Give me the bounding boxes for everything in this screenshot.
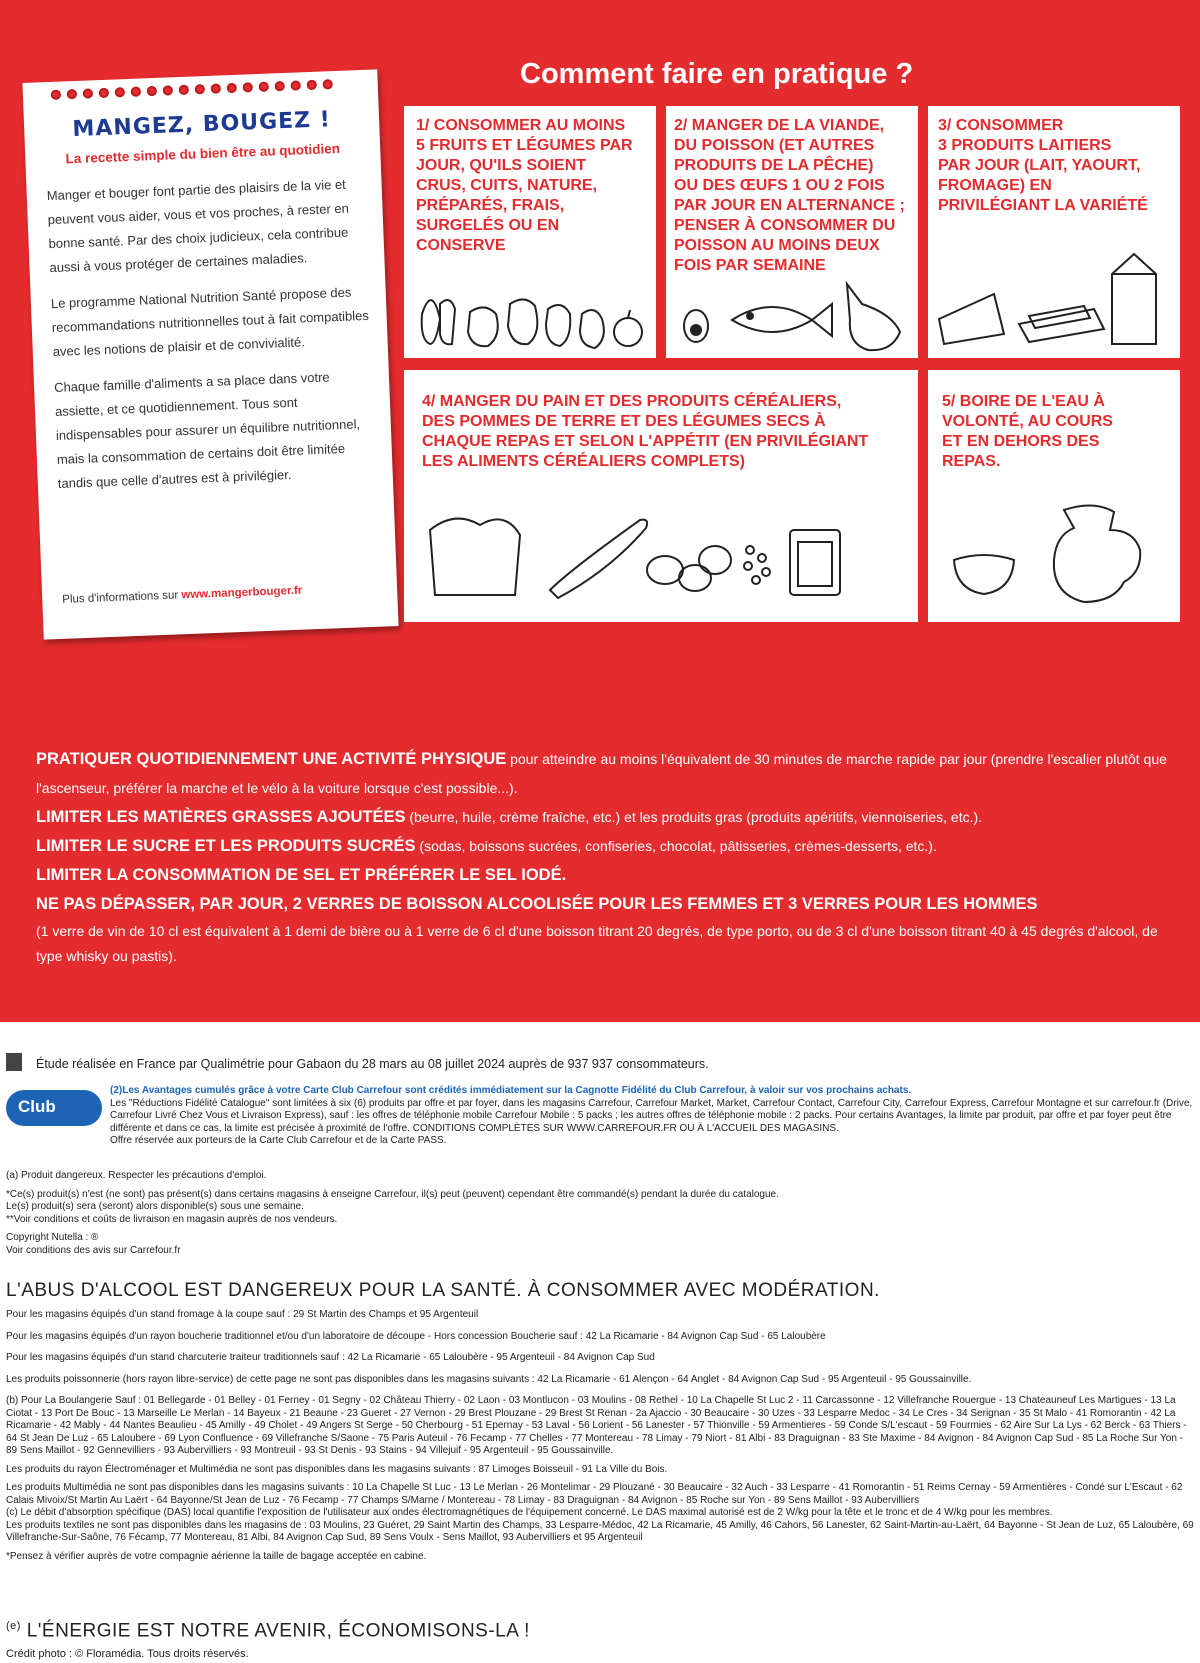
advice-alcohol xyxy=(36,890,1176,919)
meat-fish-egg-icon xyxy=(672,274,912,354)
advice-sugar-text: (sodas, boissons sucrées, confiseries, chocolat, pâtisseries, crèmes-desserts, etc.). xyxy=(415,838,937,854)
dairy-products-icon xyxy=(934,244,1174,354)
advice-fat-text: (beurre, huile, crème fraîche, etc.) et les produits gras (produits apéritifs, viennoiseries, etc.). xyxy=(405,809,983,825)
ring-icon xyxy=(179,85,189,95)
note-subtitle: La recette simple du bien être au quotidien xyxy=(65,140,341,167)
note-paragraph: Manger et bouger font partie des plaisirs de la vie et peuvent vous aider, vous et vos proches, à rester en bonne santé. Par des choix judicieux, cela contribue aussi à vous protéger de certaines maladies. xyxy=(46,176,350,276)
danger-note: (a) Produit dangereux. Respecter les précautions d'emploi. xyxy=(6,1170,267,1181)
energy-mark: (e) xyxy=(6,1620,21,1632)
note-body xyxy=(46,172,378,508)
water-glass-pitcher-icon xyxy=(934,490,1174,610)
mangez-bougez-note xyxy=(22,69,398,639)
ring-icon xyxy=(307,80,317,90)
advice-salt xyxy=(36,861,1176,890)
advice-activity xyxy=(36,745,1176,803)
advice-alcohol-text: (1 verre de vin de 10 cl est équivalent à 1 demi de bière ou à 1 verre de 6 cl d'une boisson titrant 20 degrés, de type porto, ou de 3 cl d'une boisson titrant 40 à 45 degrés d'alcool, de type whisky ou pastis). xyxy=(36,923,1158,964)
club-conditions xyxy=(110,1085,1195,1148)
ring-icon xyxy=(115,87,125,97)
bread-cereals-icon xyxy=(410,500,910,610)
card-text: 4/ MANGER DU PAIN ET DES PRODUITS CÉRÉALIERS, DES POMMES DE TERRE ET DES LÉGUMES SECS À CHAQUE REPAS ET SELON L'APPÉTIT (EN PRIVILÉGIANT LES ALIMENTS CÉRÉALIERS COMPLETS) xyxy=(422,393,869,470)
ring-icon xyxy=(195,84,205,94)
club-line: (2)Les Avantages cumulés grâce à votre Carte Club Carrefour sont crédités immédiatement sur la Cagnotte Fidélité du Club Carrefour, à valoir sur vos prochains achats. xyxy=(110,1085,912,1096)
advice-activity-title: PRATIQUER QUOTIDIENNEMENT UNE ACTIVITÉ PHYSIQUE xyxy=(36,750,507,768)
store-line: Les produits Multimédia ne sont pas disponibles dans les magasins suivants : 10 La Chapelle St Luc - 13 Le Merlan - 26 Montelimar - 29 Plouzané - 30 Beaucaire - 32 Auch - 33 Lesparre - 41 Romorantin - 51 Reims Cernay - 59 Armentières - Condé sur L'Escaut - 62 Calais Mivoix/St Martin Au Laërt - 64 Bayonne/St Jean de Luz - 76 Fecamp - 77 Champs S/Marne / Montereau - 78 Limay - 83 Draguignan - 84 Avignon - 85 Roche sur Yon - 89 Sens Maillot - 93 Aubervilliers xyxy=(6,1482,1183,1506)
ring-icon xyxy=(323,79,333,89)
note-paragraph: Le programme National Nutrition Santé propose des recommandations nutritionnelles tout à fait compatibles avec les notions de plaisir et de convivialité. xyxy=(50,284,370,360)
fruits-vegetables-icon xyxy=(412,356,413,357)
note-paragraph: Chaque famille d'aliments a sa place dans votre assiette, et ce quotidiennement. Tous sont indispensables pour assurer un équilibre nutritionnel, mais la consommation de certains doit être limitée tandis que celle d'autres est à privilégier. xyxy=(53,369,361,491)
legal-line: Le(s) produit(s) sera (seront) alors disponible(s) sous une semaine. xyxy=(6,1201,304,1212)
card-text: 3/ CONSOMMER 3 PRODUITS LAITIERS PAR JOUR (LAIT, YAOURT, FROMAGE) EN PRIVILÉGIANT LA VARIÉTÉ xyxy=(938,117,1148,214)
energy-slogan xyxy=(6,1620,530,1642)
alcohol-warning: L'ABUS D'ALCOOL EST DANGEREUX POUR LA SANTÉ. À CONSOMMER AVEC MODÉRATION. xyxy=(6,1280,880,1301)
mangerbouger-link[interactable]: www.mangerbouger.fr xyxy=(181,584,303,602)
card-pain-cereales xyxy=(404,370,918,622)
ring-icon xyxy=(131,86,141,96)
store-exceptions xyxy=(6,1309,1194,1563)
card-text: 1/ CONSOMMER AU MOINS 5 FRUITS ET LÉGUMES PAR JOUR, QU'ILS SOIENT CRUS, CUITS, NATURE, PRÉPARÉS, FRAIS, SURGELÉS OU EN CONSERVE xyxy=(416,117,633,254)
advice-salt-title: LIMITER LA CONSOMMATION DE SEL ET PRÉFÉRER LE SEL IODÉ. xyxy=(36,866,567,884)
store-line: Pour les magasins équipés d'un stand fromage à la coupe sauf : 29 St Martin des Champs et 95 Argenteuil xyxy=(6,1309,479,1320)
advice-block xyxy=(36,745,1176,969)
note-more-label: Plus d'informations sur xyxy=(62,589,182,606)
ring-icon xyxy=(99,88,109,98)
legal-line: Copyright Nutella : ® xyxy=(6,1232,99,1243)
store-line: Pour les magasins équipés d'un stand charcuterie traiteur traditionnels sauf : 42 La Ricamarie - 65 Laloubère - 95 Argenteuil - 84 Avignon Cap Sud xyxy=(6,1352,655,1363)
legal-line: Voir conditions des avis sur Carrefour.fr xyxy=(6,1244,181,1256)
store-line: (b) Pour La Boulangerie Sauf : 01 Bellegarde - 01 Belley - 01 Ferney - 01 Segny - 02 Château Thierry - 02 Laon - 03 Montlucon - 03 Moulins - 08 Rethel - 10 La Chapelle St Luc 2 - 11 Carcassonne - 12 Villefranche Rouergue - 13 Chateauneuf Les Martigues - 13 La Ciotat - 13 Port De Bouc - 13 Marseille Le Merlan - 14 Bayeux - 21 Beaune - 23 Gueret - 27 Vernon - 29 Brest Plouzane - 29 Brest St Renan - 2a Ajaccio - 30 Beaucaire - 30 Uzes - 33 Lesparre Medoc - 34 Le Cres - 34 Serignan - 35 St Malo - 41 Romorantin - 42 La Ricamarie - 42 Mably - 44 Nantes Beaulieu - 45 Amilly - 49 Cholet - 49 Angers St Serge - 50 Cherbourg - 51 Epernay - 53 Laval - 56 Lorient - 56 Lanester - 57 Thionville - 59 Armentieres - 59 Conde S/L'escaut - 59 Fourmies - 62 Aire Sur La Lys - 62 Berck - 63 Thiers - 64 St Jean De Luz - 65 Laloubere - 69 Lyon Confluence - 69 Villefranche S/Saone - 75 Paris Auteuil - 76 Fecamp - 77 Chelles - 77 Montereau - 78 Limay - 79 Niort - 81 Albi - 83 Draguignan - 83 Ste Maxime - 84 Avignon - 84 Avignon Cap Sud - 85 La Roche Sur Yon - 89 Sens Maillot - 92 Gennevilliers - 93 Aubervilliers - 93 Montreuil - 93 St Denis - 93 Stains - 94 Villejuif - 95 Argenteuil - 95 Goussainville. xyxy=(6,1395,1187,1456)
advice-fat xyxy=(36,803,1176,832)
ring-icon xyxy=(67,89,77,99)
advice-activity-text: pour atteindre au moins l'équivalent de 30 minutes de marche rapide par jour (prendre l'escalier plutôt que l'ascenseur, préférer la marche et le vélo à la voiture lorsque c'est possible...). xyxy=(36,751,1167,796)
card-fruits-legumes xyxy=(404,106,656,358)
ring-icon xyxy=(83,88,93,98)
advice-sugar-title: LIMITER LE SUCRE ET LES PRODUITS SUCRÉS xyxy=(36,837,416,855)
store-line: (c) Le débit d'absorption spécifique (DAS) local quantifie l'exposition de l'utilisateur aux ondes électromagnétiques de l'équipement concerné. Le DAS maximal autorisé est de 2 W/kg pour la tête et le tronc et de 4 W/kg pour les membres. xyxy=(6,1507,1053,1518)
legal-line: **Voir conditions et coûts de livraison en magasin auprès de nos vendeurs. xyxy=(6,1213,338,1225)
club-line: Les "Réductions Fidélité Catalogue" sont limitées à six (6) produits par offre et par foyer, dans les magasins Carrefour, Carrefour Market, Market, Carrefour Contact, Carrefour City, Carrefour Express, Carrefour Montagne et sur carrefour.fr (Drive, Carrefour Livré Chez Vous et Livraison Express), sauf : les offres de téléphonie mobile Carrefour Mobile : 5 packs ; les autres offres de téléphonie mobile : 2 packs. Pour certains Avantages, la limite par produit, par offre et par foyer peut être différente et dans ce cas, la limite est précisée à proximité de l'offre. CONDITIONS COMPLÈTES SUR WWW.CARREFOUR.FR OU À L'ACCUEIL DES MAGASINS. xyxy=(110,1097,1193,1134)
card-viande-poisson xyxy=(666,106,918,358)
note-title: MANGEZ, BOUGEZ ! xyxy=(72,107,332,143)
ring-icon xyxy=(291,80,301,90)
legal-line: *Ce(s) produit(s) n'est (ne sont) pas présent(s) dans certains magasins à enseigne Carrefour, il(s) peut (peuvent) cependant être commandé(s) pendant la durée du catalogue. xyxy=(6,1188,779,1200)
card-text: 2/ MANGER DE LA VIANDE, DU POISSON (ET AUTRES PRODUITS DE LA PÊCHE) OU DES ŒUFS 1 OU 2 FOIS PAR JOUR EN ALTERNANCE ; PENSER À CONSOMMER DU POISSON AU MOINS DEUX FOIS PAR SEMAINE xyxy=(674,117,905,274)
section-heading: Comment faire en pratique ? xyxy=(520,58,914,90)
club-carrefour-logo xyxy=(6,1090,102,1126)
club-logo-text: Club xyxy=(18,1097,56,1116)
advice-sugar xyxy=(36,832,1176,861)
card-produits-laitiers xyxy=(928,106,1180,358)
ring-icon xyxy=(163,85,173,95)
store-line: Les produits poissonnerie (hors rayon libre-service) de cette page ne sont pas disponibles dans les magasins suivants : 42 La Ricamarie - 61 Alençon - 64 Anglet - 84 Avignon Cap Sud - 95 Argenteuil - 95 Goussainville. xyxy=(6,1373,972,1385)
ring-icon xyxy=(211,83,221,93)
ring-icon xyxy=(275,81,285,91)
advice-alcohol-title: NE PAS DÉPASSER, PAR JOUR, 2 VERRES DE BOISSON ALCOOLISÉE POUR LES FEMMES ET 3 VERRES POUR LES HOMMES xyxy=(36,895,1038,913)
advice-fat-title: LIMITER LES MATIÈRES GRASSES AJOUTÉES xyxy=(36,808,406,826)
store-line: Les produits du rayon Électroménager et Multimédia ne sont pas disponibles dans les magasins suivants : 87 Limoges Boisseuil - 91 La Ville du Bois. xyxy=(6,1463,668,1475)
energy-text: L'ÉNERGIE EST NOTRE AVENIR, ÉCONOMISONS-LA ! xyxy=(26,1620,530,1642)
legal-notes xyxy=(6,1170,1194,1257)
study-icon xyxy=(6,1053,22,1071)
ring-icon xyxy=(227,83,237,93)
card-eau xyxy=(928,370,1180,622)
photo-credit: Crédit photo : © Floramédia. Tous droits réservés. xyxy=(6,1648,249,1660)
notebook-rings xyxy=(51,79,333,100)
store-line: Pour les magasins équipés d'un rayon boucherie traditionnel et/ou d'un laboratoire de découpe - Hors concession Boucherie sauf : 42 La Ricamarie - 84 Avignon Cap Sud - 65 Laloubère xyxy=(6,1330,826,1342)
card-text: 5/ BOIRE DE L'EAU À VOLONTÉ, AU COURS ET EN DEHORS DES REPAS. xyxy=(942,393,1113,470)
study-line: Étude réalisée en France par Qualimétrie pour Gabaon du 28 mars au 08 juillet 2024 auprès de 937 937 consommateurs. xyxy=(36,1057,709,1071)
note-more-info xyxy=(62,585,302,606)
ring-icon xyxy=(51,90,61,100)
store-line: *Pensez à vérifier auprès de votre compagnie aérienne la taille de bagage acceptée en cabine. xyxy=(6,1550,427,1562)
ring-icon xyxy=(147,86,157,96)
club-line: Offre réservée aux porteurs de la Carte Club Carrefour et de la Carte PASS. xyxy=(110,1135,447,1146)
ring-icon xyxy=(259,82,269,92)
store-line: Les produits textiles ne sont pas disponibles dans les magasins de : 03 Moulins, 23 Guéret, 29 Saint Martin des Champs, 33 Lesparre-Médoc, 42 La Ricamarie, 45 Amilly, 46 Cahors, 56 Lanester, 62 Saint-Martin-au-Laërt, 64 Bayonne - St Jean de Luz, 65 Laloubère, 69 Villefranche-Sur-Saône, 76 Fécamp, 77 Montereau, 81 Albi, 84 Avignon Cap Sud, 89 Sens Voulx - Sens Maillot, 93 Aubervilliers et 95 Argenteuil xyxy=(6,1519,1194,1543)
ring-icon xyxy=(243,82,253,92)
fruits-vegetables-illustration-icon xyxy=(410,264,650,354)
